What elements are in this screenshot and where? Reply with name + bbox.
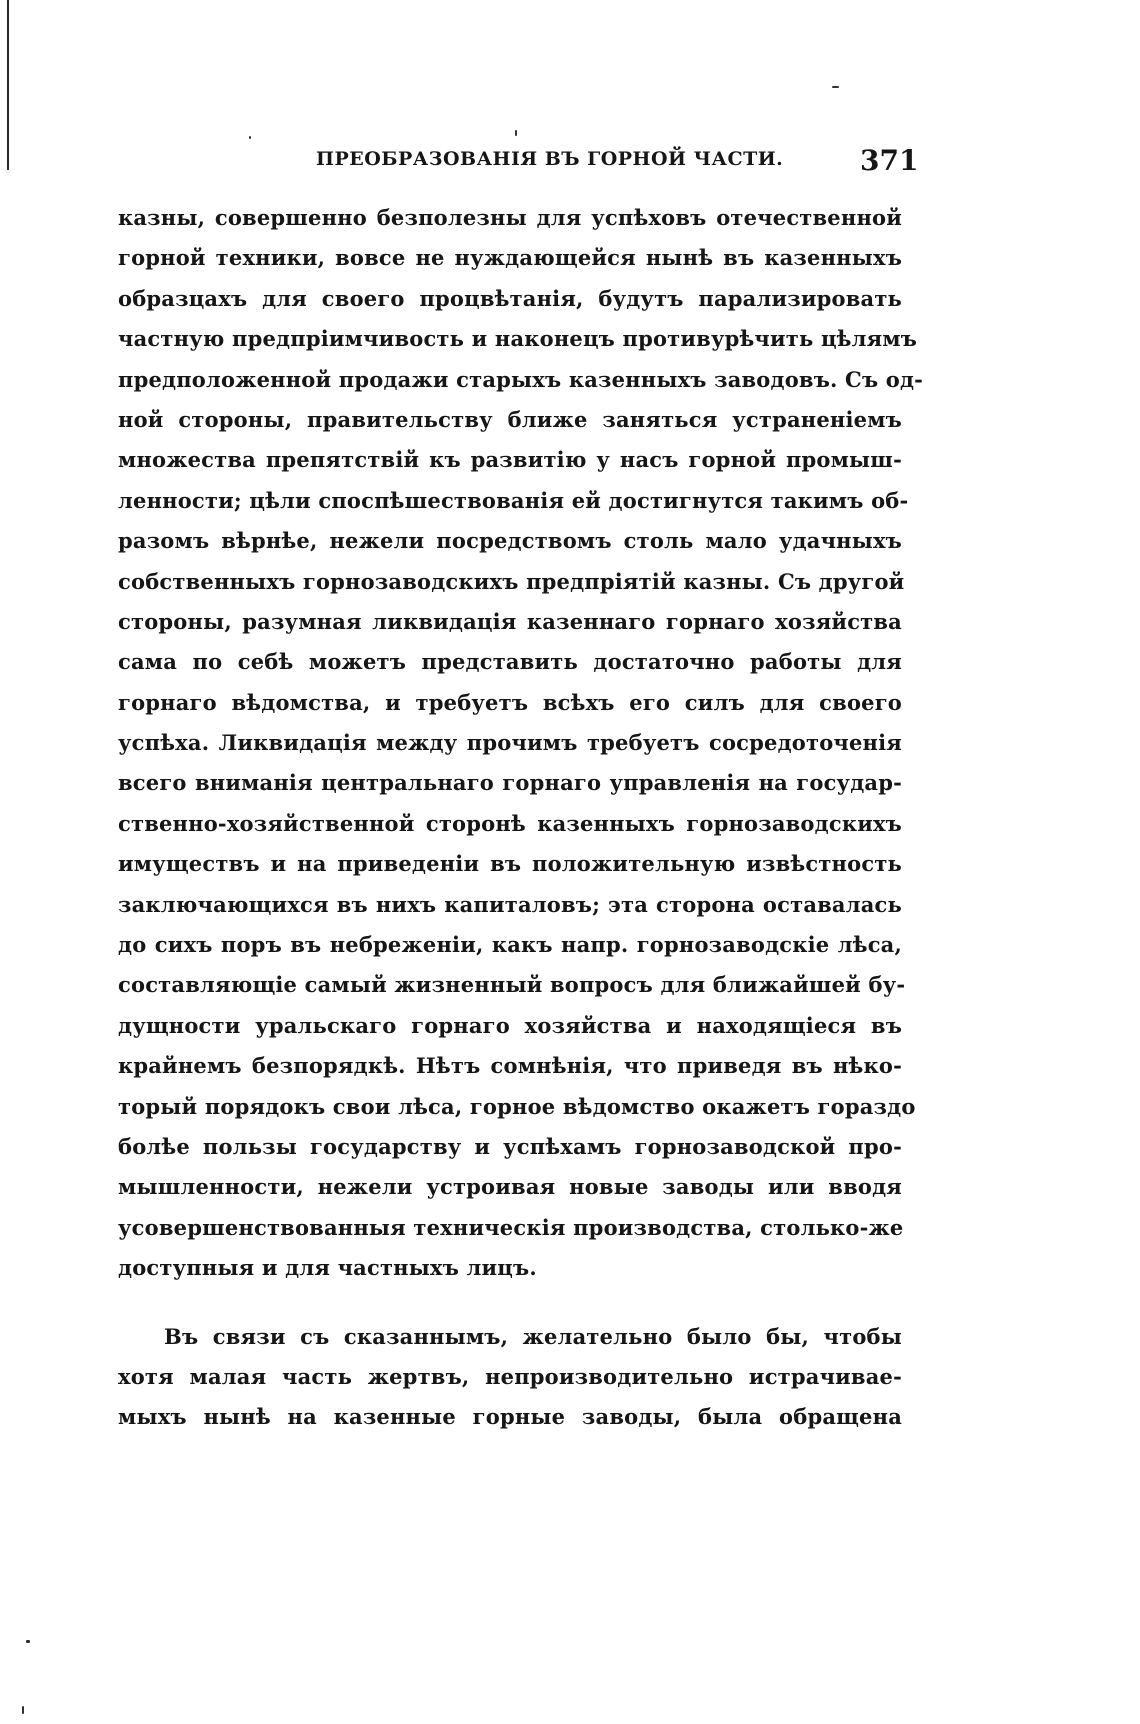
text-line: имуществъ и на приведеніи въ положительную извѣстность xyxy=(118,851,902,877)
scan-speck xyxy=(22,1706,24,1714)
paragraph-gap xyxy=(118,1289,902,1317)
scan-speck xyxy=(26,1640,30,1643)
text-line: доступныя и для частныхъ лицъ. xyxy=(118,1255,537,1281)
scan-speck xyxy=(515,130,517,136)
text-line: ленности; цѣли споспѣшествованія ей достигнутся такимъ об- xyxy=(118,487,909,513)
running-title: ПРЕОБРАЗОВАНІЯ ВЪ ГОРНОЙ ЧАСТИ. xyxy=(316,148,784,170)
running-header xyxy=(316,144,919,180)
text-line: горнаго вѣдомства, и требуетъ всѣхъ его силъ для своего xyxy=(118,689,902,715)
text-line: предположенной продажи старыхъ казенныхъ заводовъ. Съ од- xyxy=(118,366,924,392)
body-text xyxy=(118,198,924,1438)
text-line: составляющіе самый жизненный вопросъ для ближайшей бу- xyxy=(118,972,906,998)
text-line: болѣе пользы государству и успѣхамъ горнозаводской про- xyxy=(118,1133,902,1159)
scan-speck xyxy=(832,86,839,88)
text-line: сама по себѣ можетъ представить достаточно работы для xyxy=(118,649,902,675)
text-line: мышленности, нежели устроивая новые заводы или вводя xyxy=(118,1174,902,1200)
text-line: усовершенствованныя техническія производства, столько-же xyxy=(118,1214,904,1240)
text-line: ной стороны, правительству ближе заняться устраненіемъ xyxy=(118,406,902,432)
text-line: дущности уральскаго горнаго хозяйства и находящіеся въ xyxy=(118,1012,902,1038)
text-line: казны, совершенно безполезны для успѣховъ отечественной xyxy=(118,205,902,230)
text-line: торый порядокъ свои лѣса, горное вѣдомство окажетъ гораздо xyxy=(118,1093,916,1119)
text-line: образцахъ для своего процвѣтанія, будутъ парализировать xyxy=(118,285,902,311)
text-line: мыхъ нынѣ на казенные горные заводы, была обращена xyxy=(118,1404,902,1430)
text-line: Въ связи съ сказаннымъ, желательно было бы, чтобы xyxy=(164,1323,902,1349)
page-number: 371 xyxy=(860,144,919,177)
scan-speck xyxy=(249,136,251,139)
text-line: до сихъ поръ въ небреженіи, какъ напр. горнозаводскіе лѣса, xyxy=(118,932,902,958)
text-line: горной техники, вовсе не нуждающейся нынѣ въ казенныхъ xyxy=(118,245,902,271)
paragraph xyxy=(118,198,924,1289)
text-line: ственно-хозяйственной сторонѣ казенныхъ горнозаводскихъ xyxy=(118,810,902,836)
text-line: успѣха. Ликвидація между прочимъ требуетъ сосредоточенія xyxy=(118,730,902,756)
text-line: заключающихся въ нихъ капиталовъ; эта сторона оставалась xyxy=(118,891,902,917)
text-line: хотя малая часть жертвъ, непроизводительно истрачивае- xyxy=(118,1363,902,1389)
text-line: крайнемъ безпорядкѣ. Нѣтъ сомнѣнія, что приведя въ нѣко- xyxy=(118,1053,902,1079)
text-line: всего вниманія центральнаго горнаго управленія на государ- xyxy=(118,770,902,796)
text-line: частную предпріимчивость и наконецъ противурѣчить цѣлямъ xyxy=(118,326,918,352)
text-line: множества препятствій къ развитію у насъ горной промыш- xyxy=(118,447,902,473)
text-line: стороны, разумная ликвидація казеннаго горнаго хозяйства xyxy=(118,608,902,634)
scan-edge-line xyxy=(7,0,9,170)
paragraph xyxy=(118,1317,902,1438)
text-line: разомъ вѣрнѣе, нежели посредствомъ столь мало удачныхъ xyxy=(118,528,902,554)
text-line: собственныхъ горнозаводскихъ предпріятій казны. Съ другой xyxy=(118,568,905,594)
